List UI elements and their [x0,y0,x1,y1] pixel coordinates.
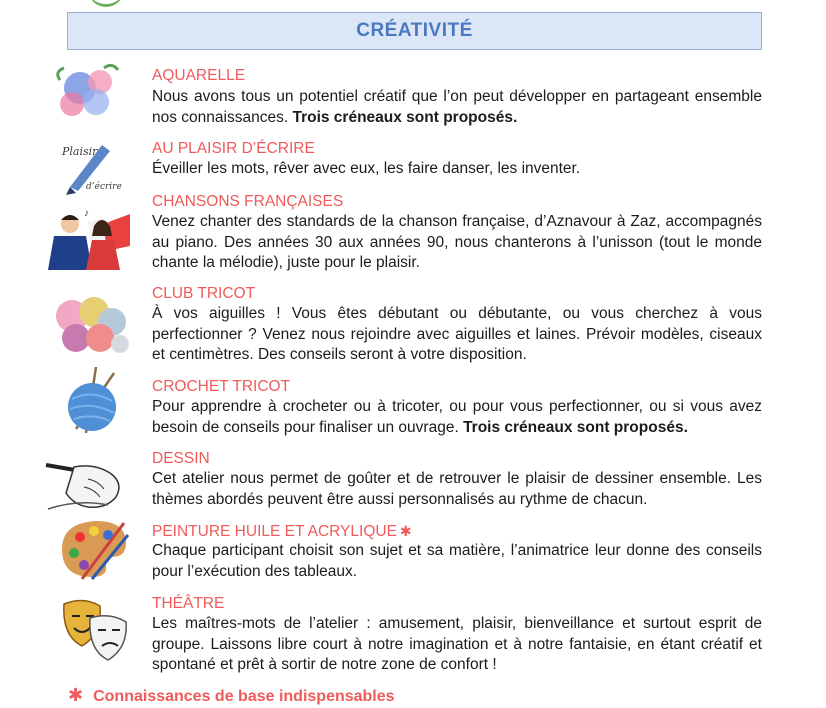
required-star-icon: ✱ [68,685,84,705]
drawing-hand-icon [44,451,130,517]
watercolor-flowers-icon [50,58,126,126]
plaisir-decrire-pen-icon [56,135,126,195]
activity-title: THÉÂTRE [152,595,225,612]
activity-title: CROCHET TRICOT [152,378,291,395]
activity-description: Les maîtres-mots de l’atelier : amusement, plaisir, bienveillance et surtout esprit de groupe. Laissons libre court à notre imagination et à notre fantaisie, en étant créatif et spontané et prêt à sortir de notre zone de confort ! [152,615,762,674]
section-header [67,12,762,50]
activity-description: À vos aiguilles ! Vous êtes débutant ou débutante, ou vous cherchez à vous perfectionner ? Venez nous rejoindre avec aiguilles et laines. Prévoir modèles, ciseaux et centimètres. Des conseils seront à votre disposition. [152,305,762,364]
paint-palette-icon [52,515,130,581]
activity-description: Nous avons tous un potentiel créatif que l’on peut développer en partageant ensemble nos connaissances. Trois créneaux sont proposés. [152,88,762,126]
activity-description: Cet atelier nous permet de goûter et de retrouver le plaisir de dessiner ensemble. Les thèmes abordés peuvent être aussi personnalisés au rythme de chacun. [152,470,762,508]
svg-text:d’écrire: d’écrire [86,182,122,192]
activity-description: Éveiller les mots, rêver avec eux, les faire danser, les inventer. [152,160,581,177]
svg-text:♪: ♪ [84,208,89,219]
activity-description: Chaque participant choisit son sujet et sa matière, l’animatrice leur donne des conseils pour l’exécution des tableaux. [152,542,762,580]
blue-yarn-needles-icon [56,363,130,437]
theatre-masks-icon [58,596,130,662]
singers-icon [42,206,130,272]
yarn-balls-icon [50,286,130,356]
activity-title: DESSIN [152,450,210,467]
activity-description: Venez chanter des standards de la chanson française, d’Aznavour à Zaz, accompagnés au piano. Des années 30 aux années 90, nous chanterons à l’unisson (tout le monde chante la mélodie), juste pour le plaisir. [152,213,762,272]
footnote-text: Connaissances de base indispensables [93,688,395,705]
svg-text:Plaisir: Plaisir [62,145,98,158]
section-title: CRÉATIVITÉ [356,20,473,41]
activity-description: Pour apprendre à crocheter ou à tricoter, ou pour vous perfectionner, ou si vous avez besoin de conseils pour finaliser un ouvrage. Trois créneaux sont proposés. [152,398,762,436]
activity-title: CLUB TRICOT [152,285,256,302]
required-star-icon: ✱ [399,523,412,539]
decorative-arc [88,0,124,7]
activity-title: PEINTURE HUILE ET ACRYLIQUE ✱ [152,523,412,540]
activity-title: AU PLAISIR D’ÉCRIRE [152,140,315,157]
activity-title: CHANSONS FRANÇAISES [152,193,344,210]
footnote [68,685,395,706]
activity-title: AQUARELLE [152,67,246,84]
